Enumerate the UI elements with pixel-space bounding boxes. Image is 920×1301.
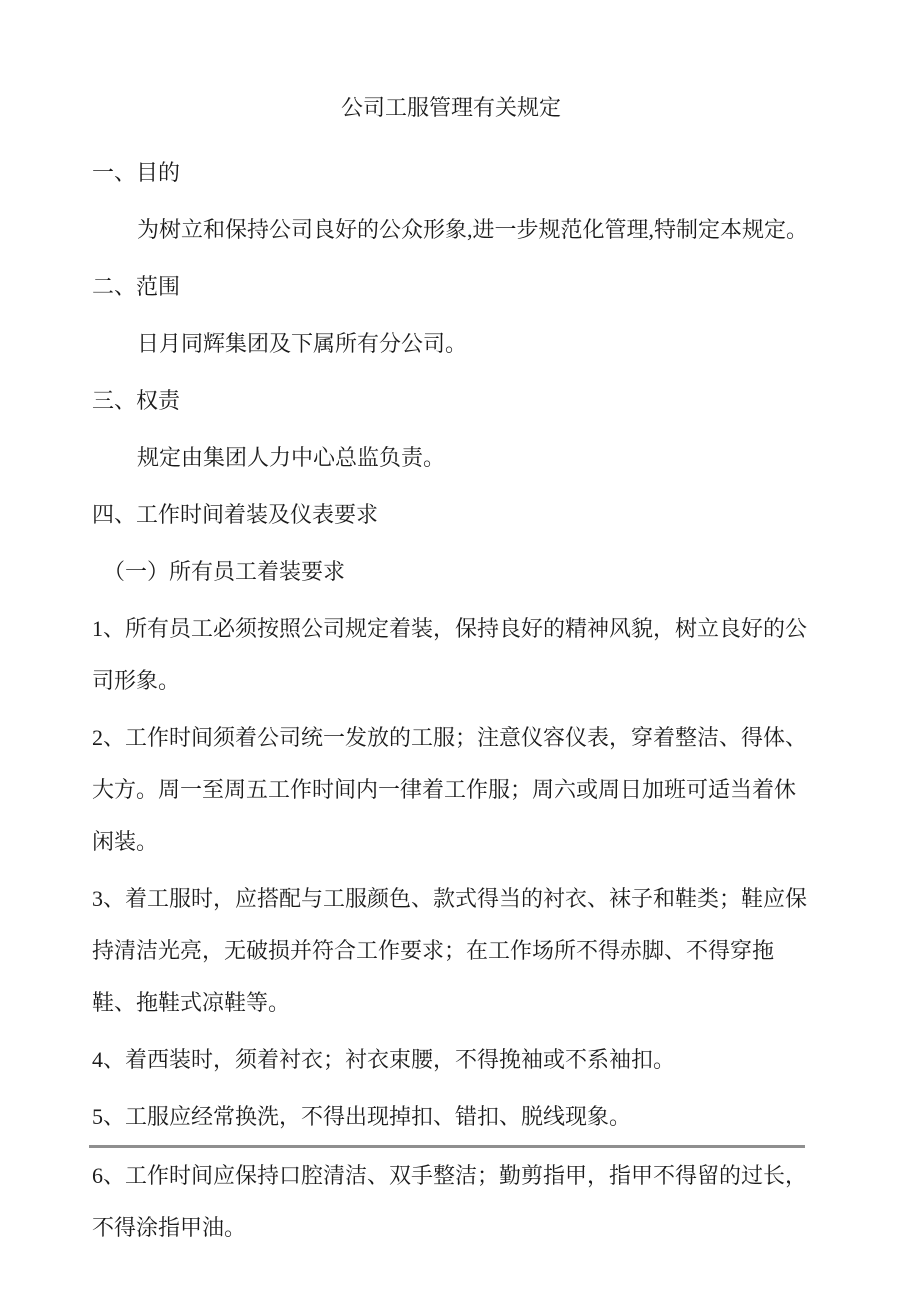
section-heading: [92, 261, 810, 313]
numbered-paragraph: [92, 1091, 810, 1143]
text-line: 2、工作时间须着公司统一发放的工服；注意仪容仪表，穿着整洁、得体、: [92, 725, 808, 750]
text-line: 三、权责: [92, 388, 181, 413]
text-line: 持清洁光亮，无破损并符合工作要求；在工作场所不得赤脚、不得穿拖: [92, 938, 775, 963]
text-line: 1、所有员工必须按照公司规定着装，保持良好的精神风貌，树立良好的公: [92, 616, 808, 641]
body-paragraph: [92, 432, 810, 484]
body-paragraph: [92, 318, 810, 370]
document-title: 公司工服管理有关规定: [340, 95, 561, 120]
text-line: 二、范围: [92, 274, 181, 299]
numbered-paragraph: [92, 1150, 810, 1254]
numbered-paragraph: [92, 873, 810, 1029]
text-line: 闲装。: [92, 829, 159, 854]
text-line: 大方。周一至周五工作时间内一律着工作服；周六或周日加班可适当着休: [92, 777, 797, 802]
text-line: 规定由集团人力中心总监负责。: [137, 445, 446, 470]
numbered-paragraph: [92, 603, 810, 707]
numbered-paragraph: [92, 712, 810, 868]
text-line: 日月同辉集团及下属所有分公司。: [137, 331, 468, 356]
text-line: 鞋、拖鞋式凉鞋等。: [92, 990, 291, 1015]
document-body: [92, 147, 810, 1254]
text-line: 为树立和保持公司良好的公众形象,进一步规范化管理,特制定本规定。: [137, 217, 809, 242]
section-heading: [92, 147, 810, 199]
section-heading: [92, 489, 810, 541]
text-line: 5、工服应经常换洗，不得出现掉扣、错扣、脱线现象。: [92, 1104, 632, 1129]
numbered-paragraph: [92, 1034, 810, 1086]
text-line: （一）所有员工着装要求: [103, 559, 346, 584]
text-line: 四、工作时间着装及仪表要求: [92, 502, 379, 527]
text-line: 6、工作时间应保持口腔清洁、双手整洁；勤剪指甲，指甲不得留的过长，: [92, 1163, 808, 1188]
sub-section-heading: [92, 546, 810, 598]
text-line: 一、目的: [92, 160, 181, 185]
page-break-line: [89, 1145, 805, 1148]
section-heading: [92, 375, 810, 427]
text-line: 司形象。: [92, 668, 181, 693]
body-paragraph: [92, 204, 810, 256]
text-line: 3、着工服时，应搭配与工服颜色、款式得当的衬衣、袜子和鞋类；鞋应保: [92, 886, 808, 911]
text-line: 不得涂指甲油。: [92, 1215, 247, 1240]
text-line: 4、着西装时，须着衬衣；衬衣束腰，不得挽袖或不系袖扣。: [92, 1047, 676, 1072]
